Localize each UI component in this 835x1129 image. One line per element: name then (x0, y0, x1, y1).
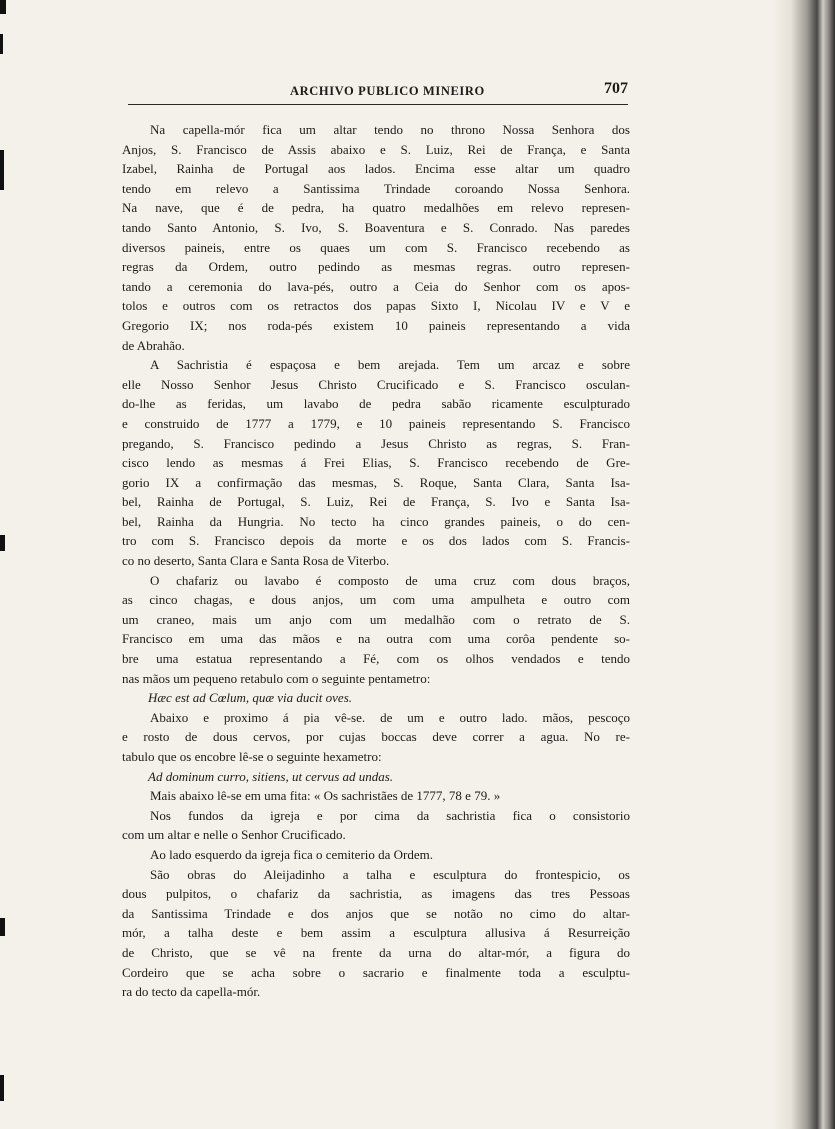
text-line: A Sachristia é espaçosa e bem arejada. Tem um arcaz e sobre (150, 357, 630, 373)
paragraph-capella-mor (122, 120, 630, 355)
text-line: tando Santo Antonio, S. Ivo, S. Boaventura e S. Conrado. Nas paredes (122, 219, 630, 235)
text-line: diversos paineis, entre os quaes um com S. Francisco recebendo as (122, 239, 630, 255)
header-title: ARCHIVO PUBLICO MINEIRO (290, 84, 485, 98)
text-line: Anjos, S. Francisco de Assis abaixo e S. Luiz, Rei de França, e Santa (122, 141, 630, 157)
text-line: e rosto de dous cervos, por cujas boccas deve correr a agua. No re- (122, 729, 630, 745)
text-line: Gregorio IX; nos roda-pés existem 10 paineis representando a vida (122, 317, 630, 333)
text-line: as cinco chagas, e dous anjos, um com uma ampulheta e outro com (122, 592, 630, 608)
text-line: Na nave, que é de pedra, ha quatro medalhões em relevo represen- (122, 200, 630, 216)
text-line: tendo em relevo a Santissima Trindade coroando Nossa Senhora. (122, 180, 630, 196)
paragraph-chafariz (122, 571, 630, 689)
text-line: tabulo que os encobre lê-se o seguinte hexametro: (122, 749, 382, 764)
text-line: gorio IX a confirmação das mesmas, S. Roque, Santa Clara, Santa Isa- (122, 474, 630, 490)
text-line: Francisco em uma das mãos e na outra com uma corôa pendente so- (122, 631, 630, 647)
text-line: de Abrahão. (122, 337, 185, 353)
text-line: Abaixo e proximo á pia vê-se. de um e outro lado. mãos, pescoço (150, 709, 630, 725)
latin-hexameter: Ad dominum curro, sitiens, ut cervus ad undas. (148, 768, 394, 784)
paragraph-sachristia (122, 355, 630, 571)
text-line: bre uma estatua representando a Fé, com os olhos vendados e tendo (122, 651, 630, 667)
scan-edge-mark (0, 535, 5, 551)
text-line: e construido de 1777 a 1779, e 10 paineis representando S. Francisco (122, 415, 630, 431)
text-line: ra do tecto da capella-mór. (122, 984, 261, 1000)
paragraph-pia (122, 708, 630, 767)
text-line: bel, Rainha da Hungria. No tecto ha cinco grandes paineis, o do cen- (122, 513, 630, 529)
book-spine-edge (773, 0, 835, 1129)
text-line: regras da Ordem, outro pedindo as mesmas regras. outro represen- (122, 259, 630, 275)
scan-edge-mark (0, 34, 3, 54)
page-number: 707 (604, 80, 628, 97)
text-line: cisco lendo as mesmas á Frei Elias, S. Francisco recebendo de Gre- (122, 455, 630, 471)
header-rule (128, 104, 628, 105)
scan-edge-mark (0, 0, 6, 14)
text-line: tolos e outros com os retractos dos papas Sixto I, Nicolau IV e V e (122, 298, 630, 314)
cemiterio-line: Ao lado esquerdo da igreja fica o cemiterio da Ordem. (150, 846, 433, 862)
text-line: bel, Rainha de Portugal, S. Luiz, Rei de França, S. Ivo e Santa Isa- (122, 494, 630, 510)
text-line: com um altar e nelle o Senhor Crucificado. (122, 827, 346, 843)
running-header (128, 80, 628, 102)
left-scan-edge (0, 0, 7, 1129)
text-line: um craneo, mais um anjo com um medalhão com o retrato de S. (122, 611, 630, 627)
paragraph-aleijadinho (122, 865, 630, 1002)
text-line: nas mãos um pequeno retabulo com o seguinte pentametro: (122, 670, 431, 686)
text-line: pregando, S. Francisco pedindo a Jesus Christo as regras, S. Fran- (122, 435, 630, 451)
page-body (122, 120, 630, 1002)
text-line: tando a ceremonia do lava-pés, outro a Ceia do Senhor com os apos- (122, 278, 630, 294)
paragraph-consistorio (122, 806, 630, 845)
text-line: tro com S. Francisco depois da morte e os dos lados com S. Francis- (122, 533, 630, 549)
text-line: co no deserto, Santa Clara e Santa Rosa de Viterbo. (122, 553, 390, 569)
scan-edge-mark (0, 1075, 4, 1101)
fita-inscription-line: Mais abaixo lê-se em uma fita: « Os sachristães de 1777, 78 e 79. » (150, 788, 501, 804)
text-line: São obras do Aleijadinho a talha e esculptura do frontespicio, os (150, 866, 630, 882)
scan-edge-mark (0, 918, 5, 936)
text-line: da Santissima Trindade e dos anjos que se notão no cimo do altar- (122, 905, 630, 921)
text-line: Na capella-mór fica um altar tendo no throno Nossa Senhora dos (150, 122, 630, 137)
text-line: O chafariz ou lavabo é composto de uma cruz com dous braços, (150, 572, 630, 588)
text-line: elle Nosso Senhor Jesus Christo Crucificado e S. Francisco osculan- (122, 376, 630, 392)
text-line: mór, a talha deste e bem assim a esculptura allusiva á Resurreição (122, 925, 630, 941)
text-line: Nos fundos da igreja e por cima da sachristia fica o consistorio (150, 807, 630, 823)
scan-edge-mark (0, 150, 4, 190)
text-line: do-lhe as feridas, um lavabo de pedra sabão ricamente esculpturado (122, 396, 630, 412)
text-line: Izabel, Rainha de Portugal aos lados. Encima esse altar um quadro (122, 161, 630, 177)
text-line: de Christo, que se vê na frente da urna do altar-mór, a figura do (122, 944, 630, 960)
text-line: dous pulpitos, o chafariz da sachristia, as imagens das tres Pessoas (122, 886, 630, 902)
text-line: Cordeiro que se acha sobre o sacrario e finalmente toda a esculptu- (122, 964, 630, 980)
latin-pentameter: Hæc est ad Cœlum, quæ via ducit oves. (148, 690, 353, 706)
